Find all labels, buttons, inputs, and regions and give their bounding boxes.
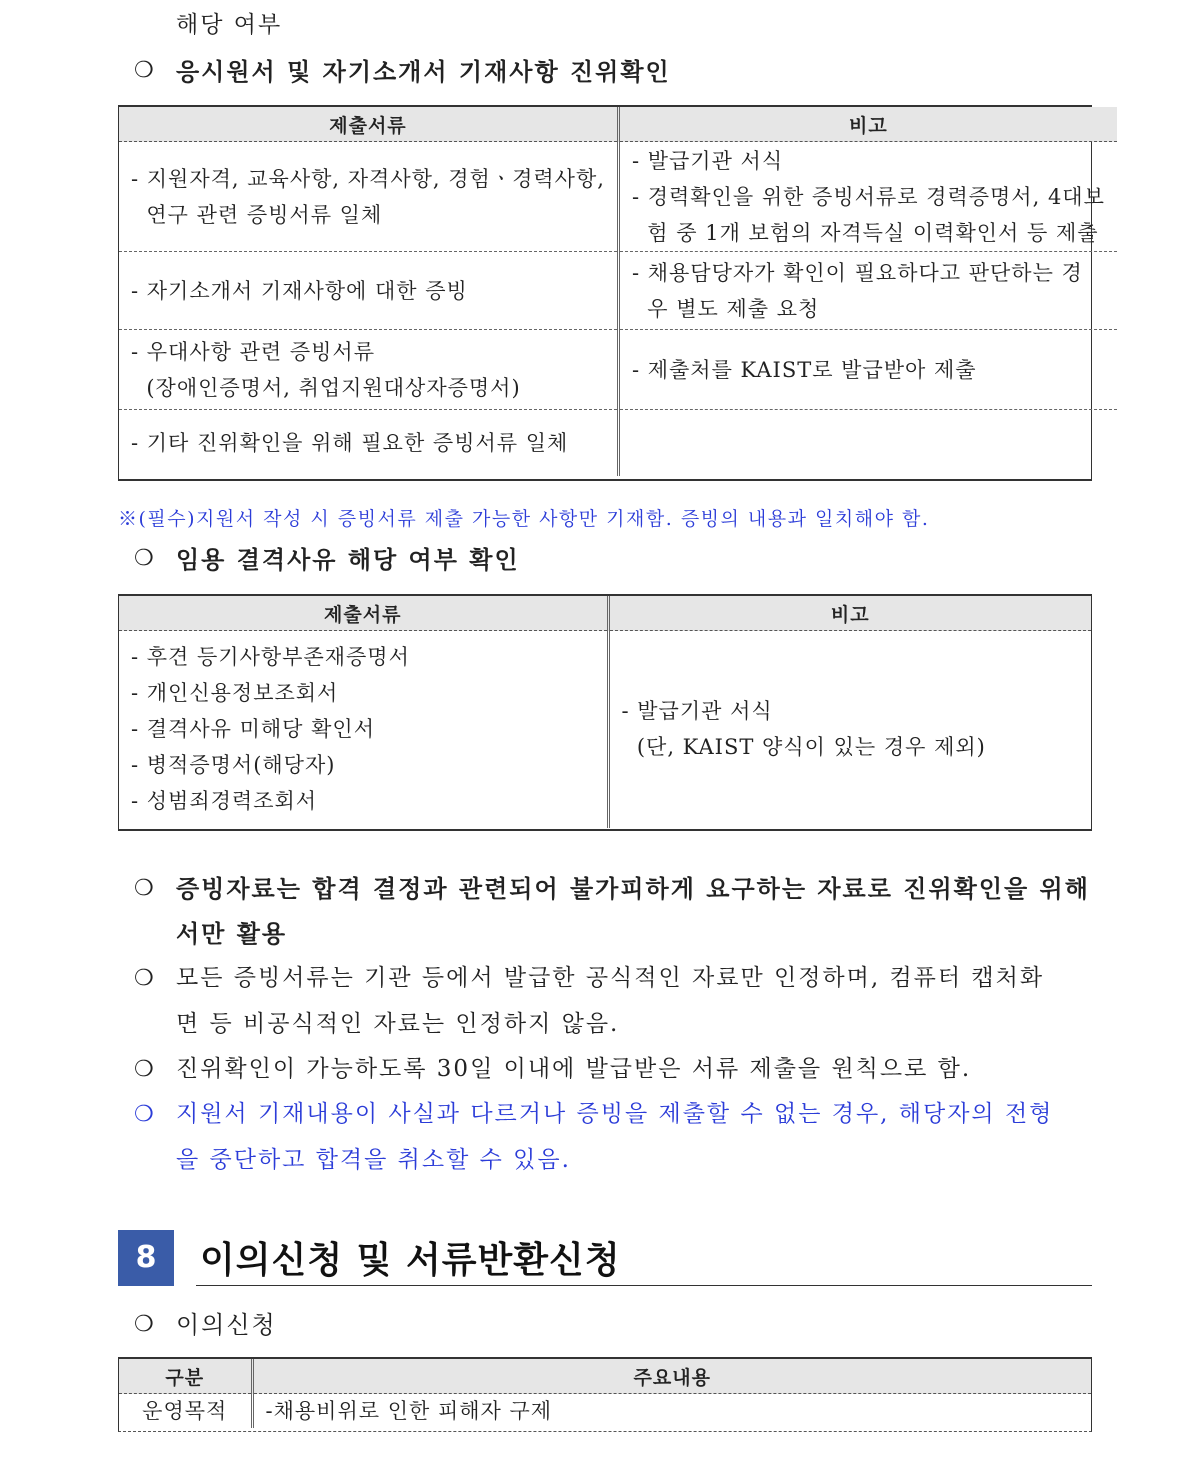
cell-line: - 개인신용정보조회서	[131, 681, 339, 706]
table-c-r1-content: -채용비위로 인한 피해자 구제	[252, 1394, 1091, 1429]
table-a-r1-right	[618, 142, 1116, 252]
table-b-right	[608, 631, 1091, 828]
table-row	[119, 330, 1117, 410]
bullet-1-line-2: 서만 활용	[176, 920, 288, 948]
cell-line: - 채용담당자가 확인이 필요하다고 판단하는 경	[631, 260, 1083, 285]
section-b-heading: 임용 결격사유 해당 여부 확인	[176, 546, 520, 574]
table-b-left	[119, 631, 608, 828]
table-a-header-note: 비고	[618, 107, 1116, 142]
cell-line: (장애인증명서, 취업지원대상자증명서)	[131, 375, 521, 400]
bullet-icon: ❍	[134, 1312, 154, 1337]
bullet-icon: ❍	[134, 876, 154, 901]
bullet-3-line-1: 진위확인이 가능하도록 30일 이내에 발급받은 서류 제출을 원칙으로 함.	[176, 1056, 972, 1082]
cell-line: - 자기소개서 기재사항에 대한 증빙	[131, 278, 468, 303]
section-title: 이의신청 및 서류반환신청	[200, 1240, 621, 1281]
table-row	[119, 142, 1117, 252]
cell-line: - 제출처를 KAIST로 발급받아 제출	[631, 357, 977, 382]
table-c-header-category: 구분	[119, 1359, 252, 1394]
bullet-icon: ❍	[134, 1057, 154, 1082]
table-a-r2-right	[618, 252, 1116, 330]
cell-line: - 성범죄경력조회서	[131, 789, 318, 814]
table-a-r3-right	[618, 330, 1116, 410]
table-row	[119, 631, 1091, 828]
cell-line: 연구 관련 증빙서류 일체	[131, 202, 383, 227]
table-c	[118, 1357, 1092, 1432]
table-b	[118, 594, 1092, 831]
table-a-r3-left	[119, 330, 618, 410]
table-a-r4-left	[119, 410, 618, 476]
cell-line: - 병적증명서(해당자)	[131, 753, 336, 778]
bullet-icon: ❍	[134, 1102, 154, 1127]
bullet-1-line-1: 증빙자료는 합격 결정과 관련되어 불가피하게 요구하는 자료로 진위확인을 위해	[176, 875, 1090, 903]
section-a-note: ※(필수)지원서 작성 시 증빙서류 제출 가능한 사항만 기재함. 증빙의 내용과 일치해야 함.	[118, 508, 930, 530]
cell-line: 우 별도 제출 요청	[631, 296, 820, 321]
cell-line: - 결격사유 미해당 확인서	[131, 717, 375, 742]
bullet-icon: ❍	[134, 966, 154, 991]
bullet-icon: ❍	[134, 58, 154, 83]
bullet-icon: ❍	[134, 546, 154, 571]
cell-line: - 발급기관 서식	[621, 699, 773, 724]
table-row	[119, 1394, 1091, 1429]
table-c-header-content: 주요내용	[252, 1359, 1091, 1394]
table-a	[118, 105, 1105, 481]
intro-line: 해당 여부	[176, 12, 283, 38]
bullet-4-line-2: 을 중단하고 합격을 취소할 수 있음.	[176, 1147, 571, 1173]
section8-sub-heading: 이의신청	[176, 1311, 277, 1339]
table-b-header-docs: 제출서류	[119, 596, 608, 631]
cell-line: - 우대사항 관련 증빙서류	[131, 339, 375, 364]
cell-line: - 경력확인을 위한 증빙서류로 경력증명서, 4대보	[631, 184, 1105, 209]
table-row	[119, 252, 1117, 330]
section-a-heading: 응시원서 및 자기소개서 기재사항 진위확인	[176, 58, 671, 86]
cell-line: (단, KAIST 양식이 있는 경우 제외)	[621, 735, 986, 760]
table-row	[119, 410, 1117, 476]
bullet-4-line-1: 지원서 기재내용이 사실과 다르거나 증빙을 제출할 수 없는 경우, 해당자의 전형	[176, 1101, 1054, 1127]
table-c-r1-label: 운영목적	[119, 1394, 252, 1429]
table-a-r1-left	[119, 142, 618, 252]
section-divider	[196, 1285, 1092, 1286]
table-a-header-docs: 제출서류	[119, 107, 618, 142]
bullet-2-line-2: 면 등 비공식적인 자료는 인정하지 않음.	[176, 1011, 620, 1037]
table-a-r2-left	[119, 252, 618, 330]
table-b-header-note: 비고	[608, 596, 1091, 631]
cell-line: - 기타 진위확인을 위해 필요한 증빙서류 일체	[131, 430, 569, 455]
section-number-badge: 8	[118, 1230, 174, 1286]
cell-line: - 후견 등기사항부존재증명서	[131, 645, 410, 670]
cell-line: 험 중 1개 보험의 자격득실 이력확인서 등 제출	[631, 220, 1099, 245]
table-a-r4-right	[618, 410, 1116, 476]
bullet-2-line-1: 모든 증빙서류는 기관 등에서 발급한 공식적인 자료만 인정하며, 컴퓨터 캡처화	[176, 965, 1045, 991]
cell-line: - 지원자격, 교육사항, 자격사항, 경험ㆍ경력사항,	[131, 166, 605, 191]
cell-line: - 발급기관 서식	[631, 148, 784, 173]
